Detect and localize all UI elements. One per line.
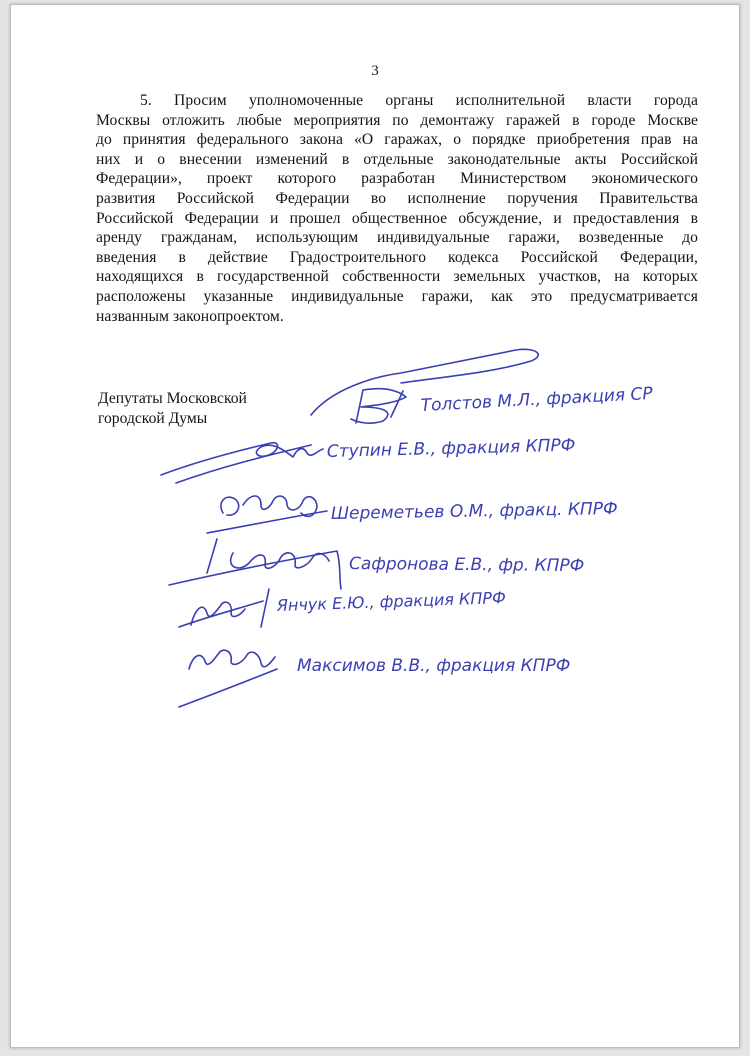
signatory-line-1: Депутаты Московской (98, 390, 247, 407)
signature-4-text: Сафронова Е.В., фр. КПРФ (348, 554, 585, 577)
signature-5-text: Янчук Е.Ю., фракция КПРФ (276, 588, 507, 615)
signature-3 (207, 496, 618, 533)
paragraph-line: аренду гражданам, использующим индивидуальные гаражи, возведенные до (96, 229, 698, 247)
signature-1-text: Толстов М.Л., фракция СР (420, 383, 654, 416)
signatory-line-2: городской Думы (98, 409, 208, 427)
signature-6-text: Максимов В.В., фракция КПРФ (297, 656, 571, 676)
signature-5 (179, 588, 506, 627)
signature-6 (179, 650, 570, 707)
paragraph-line: 5. Просим уполномоченные органы исполнительной власти города (140, 92, 698, 109)
page-number: 3 (371, 63, 379, 79)
paragraph-line: развития Российской Федерации во исполнение поручения Правительства (96, 189, 698, 207)
paragraph-line: расположены указанные индивидуальные гаражи, как это предусматривается (96, 287, 698, 305)
paragraph-line: Российской Федерации и прошел общественное обсуждение, и предоставления в (96, 209, 698, 227)
paragraph-line: до принятия федерального закона «О гаражах, о порядке приобретения прав на (96, 131, 698, 149)
paragraph-line: введения в действие Градостроительного кодекса Российской Федерации, (96, 248, 698, 266)
signature-1 (311, 349, 654, 423)
signature-4 (169, 539, 584, 589)
signature-2 (161, 435, 576, 483)
signature-3-text: Шереметьев О.М., фракц. КПРФ (330, 498, 618, 524)
paragraph-line: Москвы отложить любые мероприятия по демонтажу гаражей в городе Москве (96, 111, 698, 129)
paragraph-5 (96, 91, 698, 326)
paragraph-line: них и о внесении изменений в отдельные законодательные акты Российской (96, 150, 698, 168)
signature-2-text: Ступин Е.В., фракция КПРФ (326, 435, 576, 462)
paragraph-line: Федерации», проект которого разработан Министерством экономического (96, 170, 698, 188)
paragraph-line: названным законопроектом. (96, 307, 284, 325)
signatory-label (98, 389, 247, 429)
paragraph-line: находящихся в государственной собственности земельных участков, на которых (96, 268, 698, 286)
document-page (10, 4, 740, 1048)
